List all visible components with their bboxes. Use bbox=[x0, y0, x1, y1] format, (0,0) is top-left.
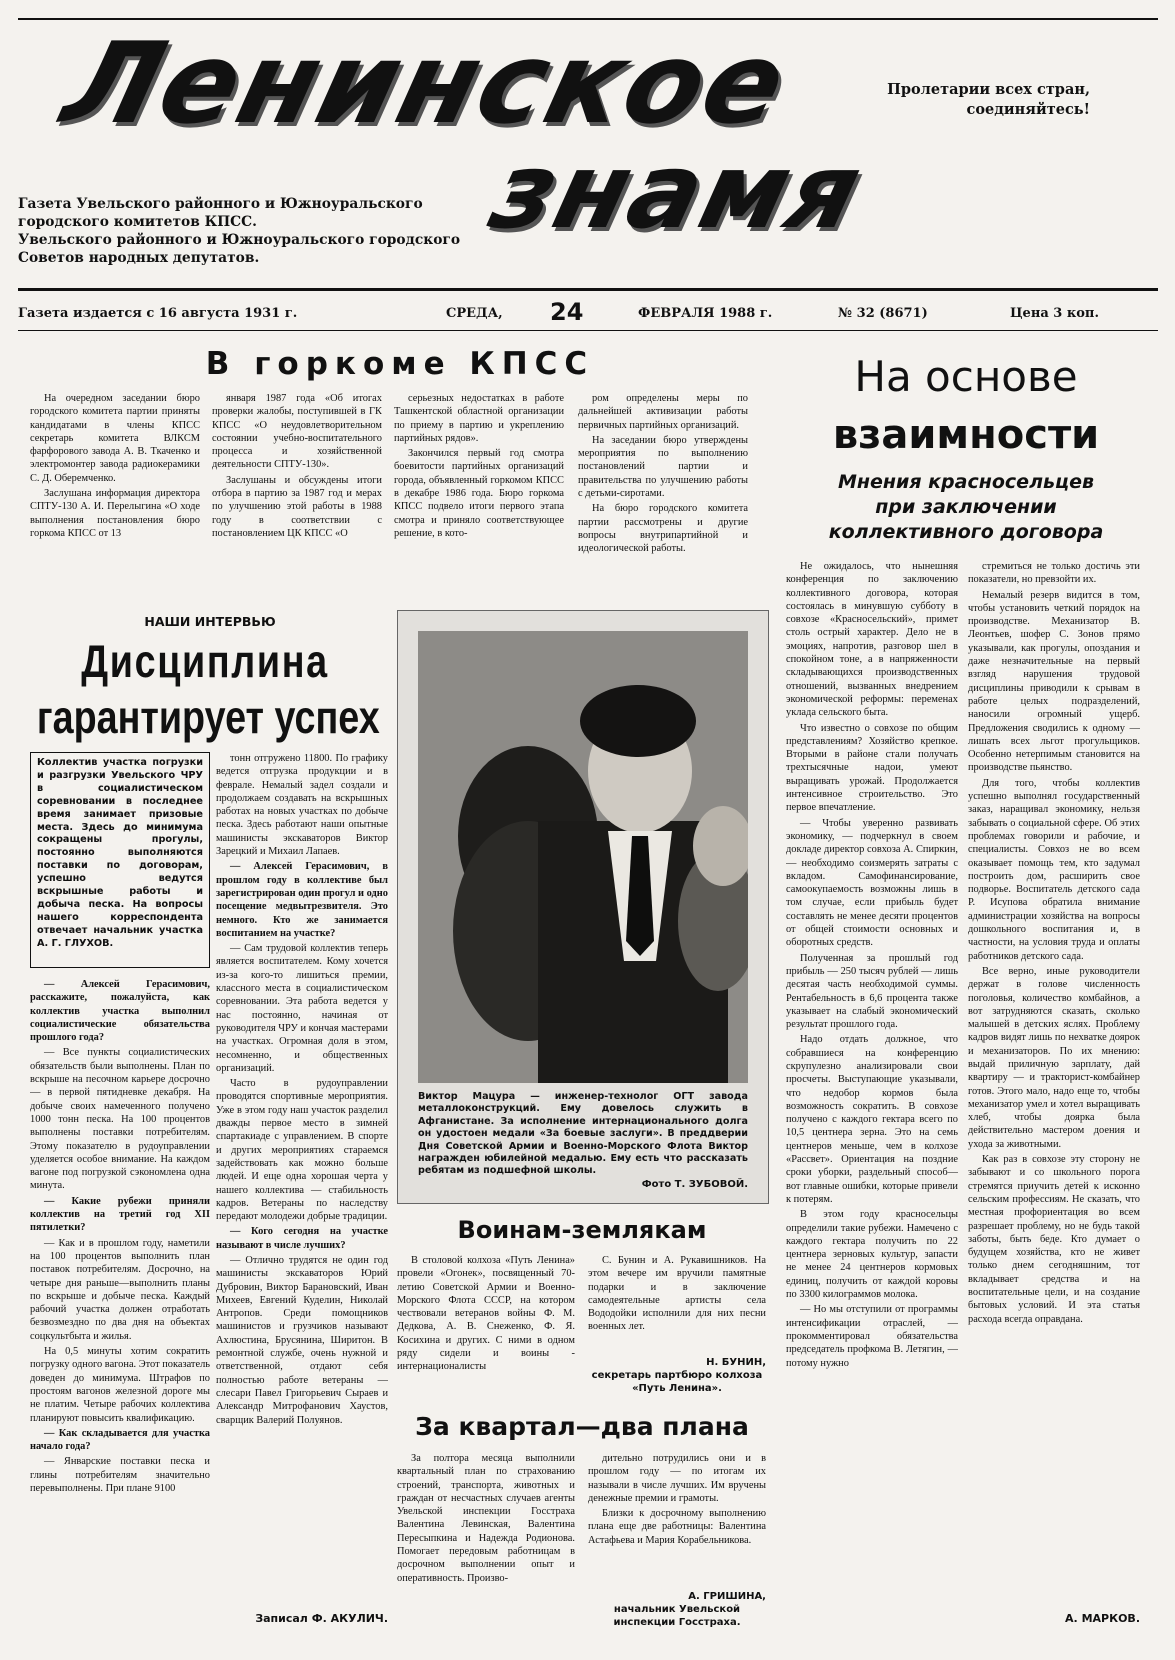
voinam-signature-role: секретарь партбюро колхоза «Путь Ленина». bbox=[591, 1370, 763, 1394]
kvartal-signature-name: А. ГРИШИНА, bbox=[688, 1591, 766, 1602]
vzaimnost-paragraph: — Чтобы уверенно развивать экономику, — подчеркнул в своем докладе директор совхоза А. Спиркин, — необходимо соизмерять затраты с вкладом. Самофинансирование, самоокупаемость возможны лишь в том случае, если прибыль будет составлять не менее десяти процентов от общей стоимости основных и оборотных средств. bbox=[786, 817, 958, 949]
gorkom-paragraph: января 1987 года «Об итогах проверки жалобы, поступившей в ГК КПСС «О неудовлетворительном состоянии учебно-воспитательного процесса и хозяйственной деятельности СПТУ-130». bbox=[212, 393, 382, 471]
voinam-signature bbox=[588, 1356, 766, 1395]
gorkom-column-3 bbox=[394, 392, 564, 604]
vzaimnost-paragraph: Полученная за прошлый год прибыль — 250 тысяч рублей — лишь десятая часть необходимой суммы. Рентабельность в 6,6 процента также указывает на слабый экономический результат прошлого года. bbox=[786, 952, 958, 1031]
vzaimnost-subhead-line2: при заключении bbox=[875, 496, 1057, 518]
portrait-photo bbox=[418, 631, 748, 1083]
interview-question: — Алексей Герасимович, в прошлом году в коллективе был зарегистрирован один прогул и одно посещение медвытрезвителя. Это немного. Кто же занимается воспитанием на участке? bbox=[216, 861, 388, 939]
gorkom-paragraph: На бюро городского комитета партии рассмотрены и другие вопросы внутрипартийной и идеологической работы. bbox=[578, 503, 748, 555]
dateline-day: 24 bbox=[550, 298, 584, 326]
interview-question: — Какие рубежи приняли коллектив на третий год XII пятилетки? bbox=[30, 1195, 210, 1234]
interview-question: — Как складывается для участка начало года? bbox=[30, 1427, 210, 1453]
masthead-title-line1: Ленинское bbox=[51, 19, 800, 149]
gorkom-headline: В горкоме КПСС bbox=[205, 346, 595, 382]
dateline-since: Газета издается с 16 августа 1931 г. bbox=[18, 306, 298, 321]
kvartal-column-1 bbox=[397, 1452, 575, 1622]
slogan bbox=[870, 80, 1090, 120]
kvartal-signature bbox=[588, 1590, 766, 1629]
publisher-info bbox=[18, 195, 488, 267]
gorkom-paragraph: ром определены меры по дальнейшей активизации работы первичных партийных организаций. bbox=[578, 393, 748, 431]
voinam-column-2 bbox=[588, 1254, 766, 1338]
voinam-signature-name: Н. БУНИН, bbox=[706, 1357, 766, 1368]
publisher-line: Газета Увельского районного и Южноуральского bbox=[18, 196, 423, 212]
dateline-weekday: СРЕДА, bbox=[446, 306, 503, 321]
interview-column-1 bbox=[30, 978, 210, 1626]
vzaimnost-headline-line1: На основе bbox=[854, 352, 1078, 401]
photo-frame bbox=[397, 610, 769, 1204]
vzaimnost-paragraph: Как раз в совхозе эту сторону не забывают и со школьного порога стремятся приучить детей к исконно сельским профессиям. Не сказать, что местная профориентация во всем разрешает проблему, но не будь такой заботы, быть беде. Кто думает о будущем хозяйства, кто не живет только днем сегодняшним, тот вкладывает средства и на воспитательные цели, и на создание бытовых условий. И эта статья расхода всегда оправдана. bbox=[968, 1154, 1140, 1325]
voinam-paragraph: С. Бунин и А. Рукавишников. На этом вечере им вручили памятные подарки и в заключение самодеятельные артисты села Вододойки исполнили для них песни военных лет. bbox=[588, 1255, 766, 1333]
voinam-column-1 bbox=[397, 1254, 575, 1404]
gorkom-paragraph: серьезных недостатках в работе Ташкентской областной организации по приему в партию и укреплению партийных рядов». bbox=[394, 393, 564, 444]
interview-column-2 bbox=[216, 752, 388, 1608]
vzaimnost-subhead-line1: Мнения красносельцев bbox=[837, 471, 1094, 493]
publisher-line: Советов народных депутатов. bbox=[18, 250, 260, 266]
vzaimnost-signature: А. МАРКОВ. bbox=[1065, 1612, 1140, 1625]
photo-caption: Виктор Мацура — инженер-технолог ОГТ завода металлоконструкций. Ему довелось служить в Афганистане. За исполнение интернационального долга он удостоен медали «За боевые заслуги». В преддверии Дня Советской Армии и Военно-Морского Флота Виктор награжден юбилейной медалью. Ему есть что рассказать ребятам из подшефной школы. bbox=[418, 1091, 748, 1177]
vzaimnost-paragraph: Надо отдать должное, что собравшиеся на конференцию скрупулезно анализировали свои просчеты. Выступающие указывали, что недобор кормов была возможность сократить. В совхозе получено с каждого гектара всего по 10,5 центнера зерна. Это на семь центнеров меньше, чем в колхозе «Рассвет». Ориентация на поздние сроки уборки, раздельный способ—вот главные ошибки, которые привели к потерям. bbox=[786, 1034, 958, 1205]
vzaimnost-headline-line2: взаимности bbox=[832, 412, 1100, 458]
interview-answer: Часто в рудоуправлении проводятся спортивные мероприятия. Уже в этом году наш участок разделил дважды первое место в зимней спартакиаде с управлением. В спорте и других мероприятиях стараемся задействовать как можно больше людей. И еще одна хорошая черта у нашего коллектива — стабильность кадров. Ветераны по наследству передают молодежи добрые традиции. bbox=[216, 1078, 388, 1223]
interview-answer: — Сам трудовой коллектив теперь является воспитателем. Кому хочется из-за кого-то лишиться премии, классного места в социалистическом соревновании. Эта работа ведется у нас постоянно, начиная от руководителя ЧРУ и кончая мастерами на участках. Огромная доля в этом, несомненно, и общественных организаций. bbox=[216, 943, 388, 1074]
interview-rubric: НАШИ ИНТЕРВЬЮ bbox=[144, 614, 276, 629]
interview-answer: — Январские поставки песка и глины потребителям значительно перевыполнены. При плане 9100 bbox=[30, 1456, 210, 1494]
vzaimnost-column-1 bbox=[786, 560, 958, 1622]
interview-headline-line1: Дисциплина bbox=[81, 635, 329, 687]
interview-question: — Кого сегодня на участке называют в числе лучших? bbox=[216, 1226, 388, 1251]
gorkom-column-4 bbox=[578, 392, 748, 604]
gorkom-paragraph: Заслушана информация директора СПТУ-130 А. И. Перелыгина «О ходе выполнения постановления бюро горкома КПСС от 13 bbox=[30, 488, 200, 539]
slogan-line1: Пролетарии всех стран, bbox=[887, 81, 1090, 98]
gorkom-paragraph: На заседании бюро утверждены мероприятия по выполнению постановлений партии и правительства по улучшению работы с детьми-сиротами. bbox=[578, 434, 748, 500]
voinam-headline: Воинам-землякам bbox=[457, 1216, 707, 1244]
vzaimnost-paragraph: Немалый резерв видится в том, чтобы установить четкий порядок на производстве. Механизатор В. Леонтьев, шофер С. Зонов прямо указывали, как прогулы, опоздания и даже незначительные на первый взгляд нарушения трудовой дисциплины приводили к срывам в работе целых подразделений, наносили огромный ущерб. Предложения сводились к одному — лишать всех льгот прогульщиков. Особенно нетерпимым становится на производстве пьянство. bbox=[968, 589, 1140, 774]
kvartal-paragraph: дительно потрудились они и в прошлом году — по итогам их называли в числе лучших. Им вручены денежные премии и грамоты. bbox=[588, 1453, 766, 1504]
gorkom-paragraph: Заслушаны и обсуждены итоги отбора в партию за 1987 год и мерах по улучшению этой работы в 1988 году в соответствии с постановлением ЦК КПСС «О bbox=[212, 474, 382, 539]
vzaimnost-paragraph: Все верно, иные руководители держат в голове численность поголовья, количество комбайнов, а вот затрудняются сказать, сколько малышей в детских яслях. Проблему кадров видят лишь по нехватке доярок и механизаторов. По их мнению: выдай приличную зарплату, дай квартиру — и тракторист-комбайнер готов. Этого мало, надо еще то, чтобы механизатор умел и хотел выращивать хлеб, чтобы доярка была действительно мастером доения и ухода за животными. bbox=[968, 965, 1140, 1150]
dateline-rule bbox=[18, 330, 1158, 331]
kvartal-paragraph: Близки к досрочному выполнению плана еще две работницы: Валентина Астафьева и Мария Корабельникова. bbox=[588, 1508, 766, 1546]
interview-answer: На 0,5 минуты хотим сократить погрузку одного вагона. Этот показатель доведен до минимума. Штрафов по простоям вагонов железной дороге мы не платим. Четыре рабочих коллектива планируют повысить квалификацию. bbox=[30, 1346, 210, 1424]
slogan-line2: соединяйтесь! bbox=[966, 101, 1090, 118]
portrait-illustration bbox=[418, 631, 748, 1083]
interview-signature: Записал Ф. АКУЛИЧ. bbox=[255, 1612, 388, 1625]
voinam-paragraph: В столовой колхоза «Путь Ленина» провели «Огонек», посвященный 70-летию Советской Армии и Военно-Морского Флота СССР, на котором чествовали ветеранов войны Ф. М. Дедкова, А. В. Снеженко, Ф. Я. Косихина и других. С ними в одном ряду сидели и воины - интернационалисты bbox=[397, 1255, 575, 1373]
kvartal-headline: За квартал—два плана bbox=[415, 1412, 749, 1441]
interview-intro-box: Коллектив участка погрузки и разгрузки Увельского ЧРУ в социалистическом соревновании в последнее время занимает призовые места. Здесь до минимума сокращены прогулы, постоянно выполняются поставки по договорам, успешно ведутся вскрышные работы и добыча песка. На вопросы нашего корреспондента отвечает начальник участка А. Г. ГЛУХОВ. bbox=[30, 752, 210, 968]
dateline-month-year: ФЕВРАЛЯ 1988 г. bbox=[638, 306, 773, 321]
dateline bbox=[18, 298, 1158, 328]
interview-answer: — Все пункты социалистических обязательств были выполнены. План по вскрыше на песочном карьере досрочно — в первой пятидневке декабря. На добыче своих намеченного получено 1000 тонн песка. На 100 процентов выполнены поставки потребителям. Этому показателю в рудоуправлении уделяется особое внимание. На каждом вагоне под погрузкой сэкономлена одна минута. bbox=[30, 1047, 210, 1192]
vzaimnost-subhead bbox=[786, 470, 1146, 545]
gorkom-paragraph: На очередном заседании бюро городского комитета партии приняты кандидатами в члены КПСС секретарь комитета ВЛКСМ фарфорового завода А. В. Ткаченко и электромонтер завода радиокерамики С. Д. Оберемченко. bbox=[30, 393, 200, 484]
kvartal-signature-role: начальник Увельской инспекции Госстраха. bbox=[613, 1604, 741, 1628]
interview-question: — Алексей Герасимович, расскажите, пожалуйста, как коллектив участка выполнил социалистические обязательства прошлого года? bbox=[30, 979, 210, 1044]
vzaimnost-paragraph: Не ожидалось, что нынешняя конференция по заключению коллективного договора, которая состоялась в минувшую субботу в совхозе «Красносельский», примет столь острый характер. Дело не в эмоциях, напротив, разговор шел в спокойном тоне, а в напряженности складывающихся производственных отношений, вызванных внедрением экономической реформы: переменах уклада сельского быта. bbox=[786, 561, 958, 719]
dateline-price: Цена 3 коп. bbox=[1010, 306, 1099, 321]
publisher-line: Увельского районного и Южноуральского городского bbox=[18, 232, 461, 248]
masthead-title-line2: знамя bbox=[479, 130, 875, 252]
vzaimnost-paragraph: В этом году красносельцы определили такие рубежи. Намечено с каждого гектара получить по 22 центнера зерновых культур, запасти не менее 24 центнеров кормовых единиц, получить от каждой коровы по 3300 килограммов молока. bbox=[786, 1209, 958, 1301]
interview-answer: — Отлично трудятся не один год машинисты экскаваторов Юрий Дубровин, Виктор Барановский, Иван Михеев, Евгений Куделин, Николай Антропов. Среди помощников машинистов и грузчиков называют Ахлюстина, Брусянина, Ширитон. В ремонтной службе, очень нужной и ответственной, отдают себя полностью работе ветераны — слесари Павел Григорьевич Сыраев и Александр Митрофанович Хаустов, сварщик Валерий Полуянов. bbox=[216, 1254, 388, 1426]
photo-credit: Фото Т. ЗУБОВОЙ. bbox=[641, 1179, 748, 1190]
dateline-issue: № 32 (8671) bbox=[838, 306, 928, 321]
interview-answer: тонн отгружено 11800. По графику ведется отгрузка продукции и в феврале. Немалый задел создали и продолжаем создавать на вскрышных работах на новых участках по добыче песка. Здесь работают наши опытные машинисты экскаваторов Виктор Зарецкий и Михаил Лапаев. bbox=[216, 753, 388, 858]
publisher-line: городского комитетов КПСС. bbox=[18, 214, 257, 230]
kvartal-column-2 bbox=[588, 1452, 766, 1572]
vzaimnost-paragraph: стремиться не только достичь эти показатели, но превзойти их. bbox=[968, 561, 1140, 586]
gorkom-column-1 bbox=[30, 392, 200, 604]
kvartal-paragraph: За полтора месяца выполнили квартальный план по страхованию строений, транспорта, животных и граждан от несчастных случаев агенты Увельской инспекции Госстраха Валентина Левинская, Валентина Пересыпкина и Надежда Родионова. Помогает передовым работницам в досрочном выполнении опыт и оперативность. Произво- bbox=[397, 1453, 575, 1584]
vzaimnost-subhead-line3: коллективного договора bbox=[828, 521, 1104, 543]
interview-headline-line2: гарантирует успех bbox=[36, 691, 380, 743]
vzaimnost-column-2 bbox=[968, 560, 1140, 1600]
gorkom-column-2 bbox=[212, 392, 382, 604]
gorkom-paragraph: Закончился первый год смотра боевитости партийных организаций города, объявленный горкомом КПСС в декабре 1986 года. Бюро горкома КПСС подвело итоги первого этапа смотра и приняло соответствующее решение, в кото- bbox=[394, 448, 564, 539]
interview-answer: — Как и в прошлом году, наметили на 100 процентов выполнить план поставок потребителям. Досрочно, на четыре дня раньше—выполнить планы по вскрыше и добыче песка. Каждый рабочий участка должен отработать безвозмездно по два дня на объектах соцкультбыта и жилья. bbox=[30, 1237, 210, 1342]
vzaimnost-paragraph: Для того, чтобы коллектив успешно выполнял государственный заказ, наращивал экономику, нельзя забывать о социальной сфере. Об этих проблемах говорили и рабочие, и специалисты. Совхоз не во всем оказывает помощь тем, кто задумал построить дом, расширить свое подворье. Воспитатель детского сада Р. Исупова обратила внимание администрации хозяйства на вопросы дошкольного воспитания и, в частности, на условия труда и оплаты работников детского сада. bbox=[968, 777, 1140, 962]
vzaimnost-paragraph: Что известно о совхозе по общим представлениям? Хозяйство крепкое. Вторыми в районе стали получать трехтысячные надои, умеют выращивать урожай. Продолжается интенсивное строительство. Это первое впечатление. bbox=[786, 722, 958, 814]
masthead-bottom-rule bbox=[18, 288, 1158, 291]
vzaimnost-paragraph: — Но мы отступили от программы интенсификации отраслей, — прокомментировал обязательства председатель профкома В. Летягин, — потому нужно bbox=[786, 1304, 958, 1369]
